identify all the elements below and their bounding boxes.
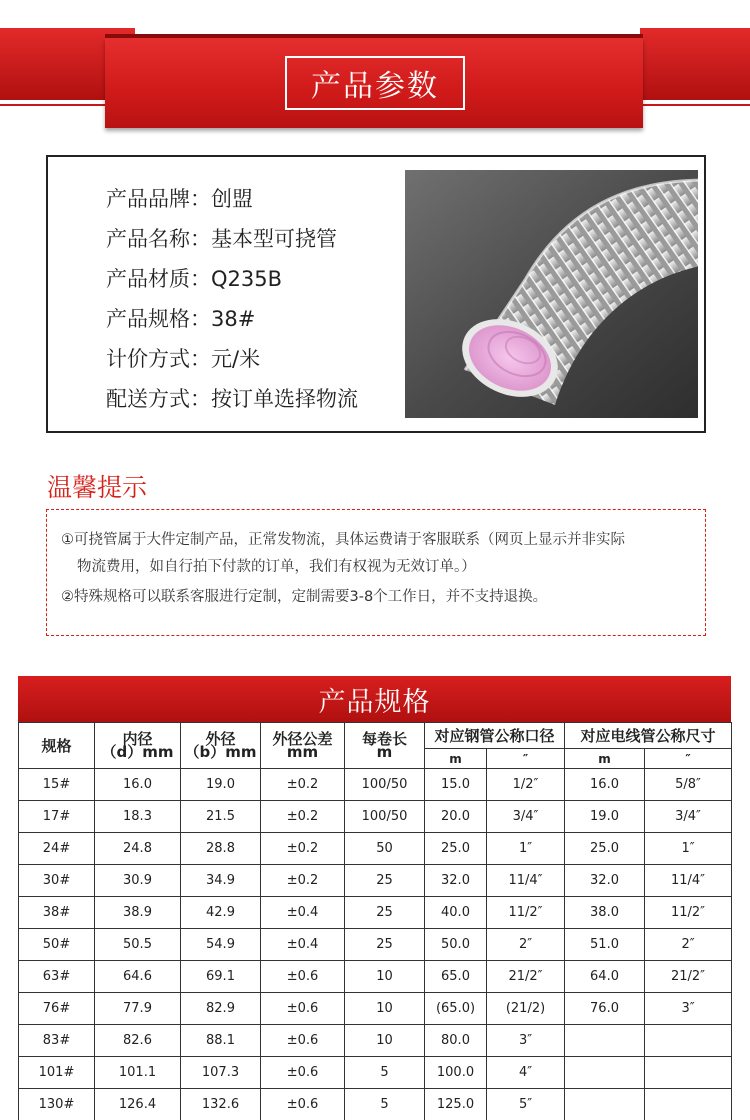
table-cell: 25 <box>345 865 425 897</box>
table-cell: 80.0 <box>425 1025 487 1057</box>
table-cell: ±0.2 <box>261 769 345 801</box>
header-conduit-m: m <box>565 749 645 769</box>
table-cell: 30# <box>19 865 95 897</box>
table-cell: 24.8 <box>95 833 181 865</box>
table-cell: 28.8 <box>181 833 261 865</box>
table-cell: 5 <box>345 1057 425 1089</box>
spec-table <box>18 676 731 1120</box>
table-cell: 82.6 <box>95 1025 181 1057</box>
table-cell: 1″ <box>645 833 732 865</box>
info-spec: 产品规格：38# <box>106 307 256 331</box>
table-cell: 50.5 <box>95 929 181 961</box>
header-steel-pipe: 对应钢管公称口径 <box>425 723 565 749</box>
header-outer-tolerance: 外径公差 mm <box>261 723 345 769</box>
table-cell: 82.9 <box>181 993 261 1025</box>
table-cell: 76# <box>19 993 95 1025</box>
table-row <box>19 897 732 929</box>
table-cell: 50.0 <box>425 929 487 961</box>
table-cell: 38.0 <box>565 897 645 929</box>
table-cell: 132.6 <box>181 1089 261 1120</box>
table-cell: 38.9 <box>95 897 181 929</box>
table-cell: 3″ <box>487 1025 565 1057</box>
table-cell: 21/2″ <box>487 961 565 993</box>
header-outer-diameter: 外径 （b）mm <box>181 723 261 769</box>
table-cell: 101.1 <box>95 1057 181 1089</box>
spec-table-grid <box>18 722 732 1120</box>
table-cell: 16.0 <box>565 769 645 801</box>
table-cell: 42.9 <box>181 897 261 929</box>
table-cell <box>645 1089 732 1120</box>
header-steel-m: m <box>425 749 487 769</box>
banner-right-ribbon <box>640 28 750 100</box>
table-cell: 107.3 <box>181 1057 261 1089</box>
table-cell: 125.0 <box>425 1089 487 1120</box>
table-cell: 21/2″ <box>645 961 732 993</box>
tip-2: ②特殊规格可以联系客服进行定制，定制需要3-8个工作日，并不支持退换。 <box>61 589 548 605</box>
table-cell <box>565 1025 645 1057</box>
table-row <box>19 865 732 897</box>
table-cell: 32.0 <box>565 865 645 897</box>
table-cell: 54.9 <box>181 929 261 961</box>
table-cell: 2″ <box>487 929 565 961</box>
table-cell: 50 <box>345 833 425 865</box>
header-coil-length: 每卷长 m <box>345 723 425 769</box>
table-cell: 77.9 <box>95 993 181 1025</box>
table-cell: (21/2) <box>487 993 565 1025</box>
table-cell: ±0.2 <box>261 801 345 833</box>
table-cell: 38# <box>19 897 95 929</box>
table-cell: 18.3 <box>95 801 181 833</box>
flexible-hose-image <box>405 170 698 418</box>
spec-table-title: 产品规格 <box>18 676 731 722</box>
header-spec: 规格 <box>19 723 95 769</box>
page-title: 产品参数 <box>285 56 465 110</box>
table-cell: 1/2″ <box>487 769 565 801</box>
table-cell: 40.0 <box>425 897 487 929</box>
table-cell: 34.9 <box>181 865 261 897</box>
table-cell: 2″ <box>645 929 732 961</box>
table-cell: 130# <box>19 1089 95 1120</box>
table-cell: 19.0 <box>565 801 645 833</box>
table-row <box>19 1057 732 1089</box>
table-cell: ±0.4 <box>261 897 345 929</box>
table-cell: 25 <box>345 929 425 961</box>
product-info-list <box>106 179 358 419</box>
table-cell: 3/4″ <box>645 801 732 833</box>
tip-1-line-2: 物流费用，如自行拍下付款的订单，我们有权视为无效订单。） <box>77 559 476 575</box>
table-cell: 11/4″ <box>487 865 565 897</box>
table-cell: 83# <box>19 1025 95 1057</box>
table-row <box>19 833 732 865</box>
table-cell: 30.9 <box>95 865 181 897</box>
table-cell: 64.0 <box>565 961 645 993</box>
table-cell: 101# <box>19 1057 95 1089</box>
table-cell: 10 <box>345 993 425 1025</box>
table-cell: (65.0) <box>425 993 487 1025</box>
table-cell: 3″ <box>645 993 732 1025</box>
table-cell: ±0.6 <box>261 1089 345 1120</box>
table-cell: 15.0 <box>425 769 487 801</box>
table-row <box>19 801 732 833</box>
table-cell: 65.0 <box>425 961 487 993</box>
table-cell: 100/50 <box>345 769 425 801</box>
table-cell: 15# <box>19 769 95 801</box>
table-cell: 11/2″ <box>487 897 565 929</box>
table-cell: 20.0 <box>425 801 487 833</box>
header-conduit-inch: ″ <box>645 749 732 769</box>
info-pricing: 计价方式：元/米 <box>106 347 261 371</box>
table-cell: 25.0 <box>565 833 645 865</box>
tip-1-line-1: ①可挠管属于大件定制产品，正常发物流，具体运费请于客服联系（网页上显示并非实际 <box>61 532 625 548</box>
table-cell: 4″ <box>487 1057 565 1089</box>
table-cell: 88.1 <box>181 1025 261 1057</box>
header-banner <box>0 0 750 130</box>
table-cell: ±0.2 <box>261 865 345 897</box>
header-conduit: 对应电线管公称尺寸 <box>565 723 732 749</box>
table-cell: 25 <box>345 897 425 929</box>
spec-table-body <box>19 769 732 1120</box>
table-cell: 76.0 <box>565 993 645 1025</box>
table-cell: 19.0 <box>181 769 261 801</box>
table-row <box>19 769 732 801</box>
table-row <box>19 1089 732 1120</box>
table-cell: 126.4 <box>95 1089 181 1120</box>
table-cell: 69.1 <box>181 961 261 993</box>
info-material: 产品材质：Q235B <box>106 267 283 291</box>
tips-title: 温馨提示 <box>47 473 148 502</box>
header-steel-inch: ″ <box>487 749 565 769</box>
table-cell: 21.5 <box>181 801 261 833</box>
table-row <box>19 929 732 961</box>
table-cell <box>645 1057 732 1089</box>
table-cell: 17# <box>19 801 95 833</box>
table-cell: 10 <box>345 1025 425 1057</box>
table-row <box>19 993 732 1025</box>
table-cell: 32.0 <box>425 865 487 897</box>
table-cell: ±0.6 <box>261 1025 345 1057</box>
table-cell: ±0.4 <box>261 929 345 961</box>
table-cell: 3/4″ <box>487 801 565 833</box>
table-row <box>19 961 732 993</box>
table-cell: 100/50 <box>345 801 425 833</box>
table-cell: 11/4″ <box>645 865 732 897</box>
table-cell: 64.6 <box>95 961 181 993</box>
info-brand: 产品品牌：创盟 <box>106 187 253 211</box>
table-cell: ±0.6 <box>261 1057 345 1089</box>
table-cell: 5 <box>345 1089 425 1120</box>
table-cell: ±0.2 <box>261 833 345 865</box>
table-cell: 24# <box>19 833 95 865</box>
table-cell <box>645 1025 732 1057</box>
table-cell: 51.0 <box>565 929 645 961</box>
table-cell: 1″ <box>487 833 565 865</box>
table-cell: 11/2″ <box>645 897 732 929</box>
info-name: 产品名称：基本型可挠管 <box>106 227 337 251</box>
table-cell: 5/8″ <box>645 769 732 801</box>
table-cell: 5″ <box>487 1089 565 1120</box>
product-info-box <box>46 155 706 433</box>
table-cell: ±0.6 <box>261 993 345 1025</box>
table-cell: 100.0 <box>425 1057 487 1089</box>
tips-box <box>46 509 706 636</box>
table-cell: 63# <box>19 961 95 993</box>
table-cell: 16.0 <box>95 769 181 801</box>
header-inner-diameter: 内径 （d）mm <box>95 723 181 769</box>
table-cell <box>565 1089 645 1120</box>
info-shipping: 配送方式：按订单选择物流 <box>106 387 358 411</box>
table-cell: 50# <box>19 929 95 961</box>
table-row <box>19 1025 732 1057</box>
table-cell: ±0.6 <box>261 961 345 993</box>
table-header-row <box>19 723 732 749</box>
table-cell: 10 <box>345 961 425 993</box>
table-cell <box>565 1057 645 1089</box>
table-cell: 25.0 <box>425 833 487 865</box>
